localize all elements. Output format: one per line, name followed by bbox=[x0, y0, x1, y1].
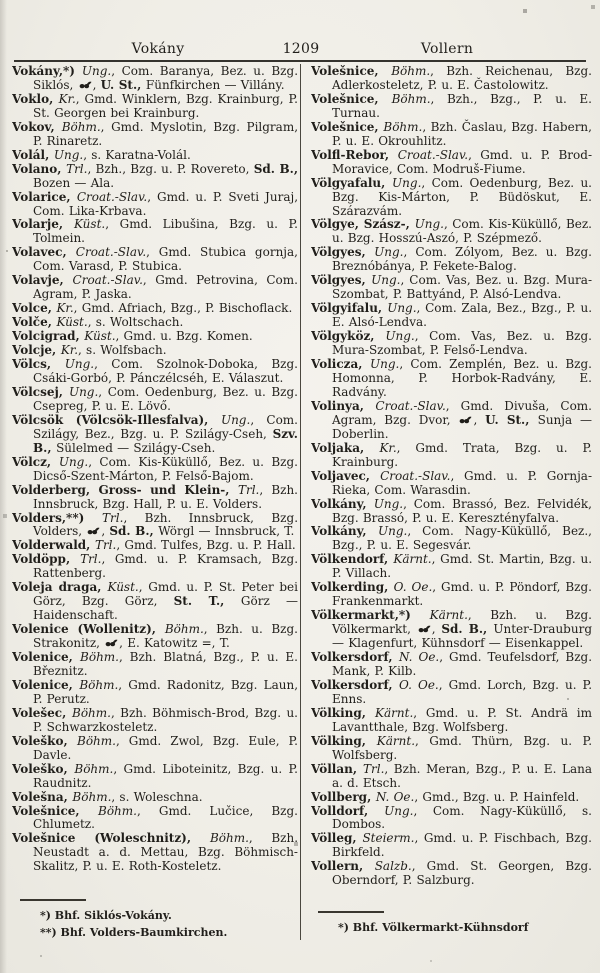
entry-text: Sunja — Doberlin. bbox=[332, 412, 592, 441]
entry bbox=[12, 581, 298, 623]
place-name: Vollern, bbox=[311, 859, 375, 874]
place-name: Volenice, bbox=[12, 677, 80, 692]
entry bbox=[12, 121, 298, 149]
entry bbox=[311, 400, 592, 442]
entry bbox=[311, 470, 592, 498]
region-abbr: Küst. bbox=[84, 329, 116, 344]
region-abbr: Ung. bbox=[392, 175, 422, 190]
entry-text: , Gmd. u. P. St. Peter bei Görz, Bzg. Görz, bbox=[33, 580, 298, 609]
railway-abbr: Sd. B., bbox=[109, 524, 159, 539]
entry-text: , Bzh. Reichenau, Bzg. Adlerkosteletz, P. u. E. Častolowitz. bbox=[332, 65, 592, 92]
entry-text: , Bzh. u. Bzg. Strakonitz, bbox=[33, 622, 298, 651]
place-name: Volldorf, bbox=[311, 803, 385, 818]
place-name: Volkány, bbox=[311, 524, 378, 539]
region-abbr: Ung. bbox=[220, 412, 251, 427]
entry bbox=[12, 163, 298, 191]
entry-text: Wörgl — Innsbruck, T. bbox=[158, 524, 295, 539]
entry bbox=[311, 330, 592, 358]
region-abbr: Kr. bbox=[379, 440, 397, 455]
entry-text: , Gmd. u. P. Brod-Moravice, Com. Modruš-Fiume. bbox=[332, 147, 592, 176]
region-abbr: Croat.-Slav. bbox=[75, 245, 147, 260]
telegraph-icon bbox=[418, 624, 431, 633]
region-abbr: Ung. bbox=[68, 384, 99, 399]
entry bbox=[12, 414, 298, 456]
left-column bbox=[12, 65, 298, 901]
place-name: Vokov, bbox=[12, 119, 62, 134]
place-name: Volcigrad, bbox=[12, 329, 85, 344]
entry-text: , E. Katowitz =, T. bbox=[119, 636, 230, 651]
right-column bbox=[311, 65, 592, 901]
entry-text: , Bzh. Innsbruck, Bzg. Volders, bbox=[33, 510, 298, 539]
region-abbr: Ung. bbox=[58, 454, 89, 469]
entry bbox=[12, 386, 298, 414]
region-abbr: Trl. bbox=[66, 161, 88, 176]
place-name: Volešnice (Woleschnitz), bbox=[12, 831, 210, 846]
region-abbr: Böhm. bbox=[72, 789, 112, 804]
place-name: Volešnice, bbox=[311, 119, 384, 134]
place-name: Voljavec, bbox=[311, 468, 381, 483]
entry bbox=[12, 191, 298, 219]
footnote: **) Bhf. Volders-Baumkirchen. bbox=[40, 925, 228, 939]
entry bbox=[12, 651, 298, 679]
entry bbox=[311, 791, 592, 805]
entry bbox=[12, 316, 298, 330]
entry bbox=[12, 791, 298, 805]
region-abbr: Kärnt. bbox=[376, 733, 416, 748]
entry-text: , Bzh. Böhmisch-Brod, Bzg. u. P. Schwarzkosteletz. bbox=[33, 705, 298, 734]
entry-text: , Gmd. Trata, Bzg. u. P. Krainburg. bbox=[332, 440, 592, 469]
region-abbr: Trl. bbox=[237, 482, 260, 497]
region-abbr: Böhm. bbox=[79, 677, 119, 692]
telegraph-icon bbox=[105, 638, 118, 647]
entry-text: , Com. Szilágy, Bez., Bzg. u. P. Szilágy-Cseh, bbox=[33, 412, 298, 441]
entry-text: Sülelmed — Szilágy-Cseh. bbox=[56, 440, 216, 455]
region-abbr: Böhm. bbox=[77, 733, 116, 748]
place-name: Volešec, bbox=[12, 705, 72, 720]
railway-abbr: Sd. B., bbox=[253, 161, 298, 176]
entry-text: , Com. Vas, Bez. u. Bzg. Mura-Szombat, P. Felső-Lendva. bbox=[332, 329, 592, 358]
region-abbr: Trl. bbox=[102, 510, 124, 525]
place-name: Voleško, bbox=[12, 761, 75, 776]
region-abbr: Salzb. bbox=[374, 859, 412, 874]
region-abbr: Böhm. bbox=[209, 831, 249, 846]
entry-text: , Gmd. Myslotin, Bzg. Pilgram, P. Rinaretz. bbox=[33, 119, 298, 148]
entry bbox=[311, 121, 592, 149]
region-abbr: O. Oe. bbox=[399, 677, 439, 692]
entry bbox=[311, 246, 592, 274]
entry-text: , Gmd. u. P. St. Andrä im Lavantthale, Bzg. Wolfsberg. bbox=[332, 705, 592, 734]
place-name: Völgyes, bbox=[311, 273, 372, 288]
region-abbr: Trl. bbox=[94, 538, 117, 553]
place-name: Voleško, bbox=[12, 733, 78, 748]
entry bbox=[311, 218, 592, 246]
place-name: Völlan, bbox=[311, 761, 363, 776]
place-name: Voklo, bbox=[12, 91, 59, 106]
entry-text: , Bzh., Bzg., P. u. E. Turnau. bbox=[332, 91, 592, 120]
column-divider bbox=[300, 64, 301, 940]
entry-text: , Gmd. u. P. Kramsach, Bzg. Rattenberg. bbox=[33, 552, 298, 581]
place-name: Volešnice, bbox=[12, 803, 98, 818]
place-name: Volce, bbox=[12, 301, 57, 316]
railway-abbr: St. T., bbox=[173, 594, 241, 609]
entry-text: , Gmd. Divuša, Com. Agram, Bzg. Dvor, bbox=[332, 398, 592, 427]
entry-text: , bbox=[473, 412, 486, 427]
place-name: Völcsej, bbox=[12, 384, 69, 399]
entry bbox=[311, 65, 592, 93]
entry bbox=[12, 274, 298, 302]
region-abbr: Kr. bbox=[58, 91, 76, 106]
entry-text: , Gmd. Thürn, Bzg. u. P. Wolfsberg. bbox=[332, 733, 592, 762]
entry bbox=[12, 456, 298, 484]
region-abbr: Croat.-Slav. bbox=[72, 273, 143, 288]
entry-text: , Gmd. Tulfes, Bzg. u. P. Hall. bbox=[116, 538, 296, 553]
entry-text: , Com. Nagy-Küküllő, s. Dombos. bbox=[332, 803, 592, 832]
entry-text: , Bzh. Časlau, Bzg. Habern, P. u. E. Okrouhlitz. bbox=[332, 119, 592, 148]
entry-text: , Bzh. Meran, Bzg., P. u. E. Lana a. d. Etsch. bbox=[332, 761, 592, 790]
region-abbr: Küst. bbox=[107, 580, 139, 595]
entry bbox=[12, 484, 298, 512]
telegraph-icon bbox=[459, 415, 472, 424]
entry bbox=[311, 442, 592, 470]
entry bbox=[311, 93, 592, 121]
entry-text: , Gmd. Stubica gornja, Com. Varasd, P. Stubica. bbox=[33, 245, 298, 274]
region-abbr: Kärnt. bbox=[429, 608, 468, 623]
railway-abbr: U. St., bbox=[100, 77, 146, 92]
place-name: Völgye, Szász-, bbox=[311, 217, 415, 232]
region-abbr: Böhm. bbox=[72, 705, 111, 720]
place-name: Voleja draga, bbox=[12, 580, 108, 595]
railway-abbr: Szv. B., bbox=[33, 426, 298, 455]
entry-text: , Bzh. Blatná, Bzg., P. u. E. Březnitz. bbox=[33, 650, 298, 678]
entry-text: , Gmd. u. P. Sveti Juraj, Com. Lika-Krbava. bbox=[33, 189, 298, 218]
entry bbox=[311, 177, 592, 219]
region-abbr: N. Oe. bbox=[375, 789, 415, 804]
entry bbox=[311, 525, 592, 553]
entry bbox=[311, 358, 592, 400]
region-abbr: Böhm. bbox=[98, 803, 137, 818]
entry-text: , Com. Zólyom, Bez. u. Bzg. Breznóbánya, P. Fekete-Balog. bbox=[332, 245, 592, 274]
entry bbox=[12, 832, 298, 874]
entry bbox=[12, 358, 298, 386]
entry-text: , Gmd. u. P. Pöndorf, Bzg. Frankenmarkt. bbox=[332, 580, 592, 609]
place-name: Voldöpp, bbox=[12, 552, 81, 567]
telegraph-icon bbox=[87, 526, 100, 535]
place-name: Volavec, bbox=[12, 245, 76, 260]
entry-text: , bbox=[431, 622, 442, 637]
entry-text: , Com. Zemplén, Bez. u. Bzg. Homonna, P. Horbok-Radvány, E. Radvány. bbox=[332, 357, 592, 399]
entry-text: , Com. Nagy-Küküllő, Bez., Bzg., P. u. E. Segesvár. bbox=[332, 524, 592, 553]
place-name: Volkersdorf, bbox=[311, 650, 399, 665]
entry bbox=[12, 149, 298, 163]
place-name: Völkendorf, bbox=[311, 552, 394, 567]
header-right-keyword: Vollern bbox=[420, 41, 474, 57]
region-abbr: Böhm. bbox=[391, 65, 431, 78]
place-name: Völleg, bbox=[311, 831, 363, 846]
place-name: Völgyifalu, bbox=[311, 301, 388, 316]
region-abbr: Ung. bbox=[387, 301, 417, 316]
railway-abbr: Sd. B., bbox=[441, 622, 494, 637]
entry bbox=[12, 553, 298, 581]
entry-text: , Gmd. Libušina, Bzg. u. P. Tolmein. bbox=[33, 217, 298, 246]
entry bbox=[12, 735, 298, 763]
place-name: Volavje, bbox=[12, 273, 73, 288]
place-name: Volicza, bbox=[311, 357, 370, 372]
entry-text: , Com. Oedenburg, Bez. u. Bzg. Kis-Márton, P. Büdöskut, E. Szárazvám. bbox=[332, 175, 592, 218]
entry-text: , s. Woleschna. bbox=[111, 789, 203, 804]
entry-text: , Com. Kis-Küküllő, Bez. u. Bzg. Dicső-Szent-Márton, P. Felső-Bajom. bbox=[33, 454, 298, 483]
entry bbox=[12, 763, 298, 791]
region-abbr: Ung. bbox=[81, 65, 112, 78]
entry-text: , Gmd. St. Georgen, Bzg. Oberndorf, P. Salzburg. bbox=[332, 859, 592, 888]
region-abbr: Kr. bbox=[56, 301, 74, 316]
entry-text: Unter-Drauburg — Klagenfurt, Kühnsdorf — Eisenkappel. bbox=[332, 622, 592, 651]
entry-text: , bbox=[92, 77, 101, 92]
entry bbox=[12, 623, 298, 651]
region-abbr: Croat.-Slav. bbox=[380, 468, 451, 483]
region-abbr: O. Oe. bbox=[393, 580, 433, 595]
entry-text: , Com. Kis-Küküllő, Bez. u. Bzg. Hosszú-Aszó, P. Szépmező. bbox=[332, 217, 592, 246]
region-abbr: Böhm. bbox=[391, 91, 431, 106]
entry bbox=[311, 609, 592, 651]
place-name: Völgyköz, bbox=[311, 329, 386, 344]
entry bbox=[12, 679, 298, 707]
region-abbr: Ung. bbox=[377, 524, 408, 539]
entry-text: , Bzh. Innsbruck, Bzg. Hall, P. u. E. Volders. bbox=[33, 482, 298, 511]
entry-text: , Gmd. u. P. Gornja-Rieka, Com. Warasdin. bbox=[332, 468, 592, 497]
place-name: Völking, bbox=[311, 733, 377, 748]
entry-text: , s. Karatna-Volál. bbox=[83, 147, 191, 162]
entry bbox=[12, 93, 298, 121]
entry-text: , Gmd. Radonitz, Bzg. Laun, P. Perutz. bbox=[33, 677, 298, 706]
entry bbox=[311, 735, 592, 763]
region-abbr: Steierm. bbox=[362, 831, 415, 846]
place-name: Volarice, bbox=[12, 189, 77, 204]
entry-text: , s. Wolfsbach. bbox=[78, 343, 167, 358]
place-name: Volano, bbox=[12, 161, 67, 176]
entry-text: , Bzh. Neustadt a. d. Mettau, Bzg. Böhmisch-Skalitz, P. u. E. Roth-Kosteletz. bbox=[33, 831, 298, 874]
entry bbox=[311, 832, 592, 860]
entry-text: , Gmd. Teufelsdorf, Bzg. Mank, P. Kilb. bbox=[332, 650, 592, 678]
entry bbox=[311, 149, 592, 177]
page-number: 1209 bbox=[282, 41, 320, 57]
entry-text: , Bzh., Bzg. u. P. Rovereto, bbox=[87, 161, 254, 176]
entry bbox=[12, 246, 298, 274]
entry bbox=[12, 805, 298, 833]
place-name: Völcs, bbox=[12, 357, 65, 372]
place-name: Volders,**) bbox=[12, 510, 103, 525]
region-abbr: Küst. bbox=[56, 315, 88, 330]
place-name: Vokány,*) bbox=[12, 65, 82, 78]
footnote: *) Bhf. Siklós-Vokány. bbox=[40, 909, 172, 922]
entry bbox=[311, 581, 592, 609]
place-name: Volkány, bbox=[311, 496, 374, 511]
entry-text: , Gmd., Bzg. u. P. Hainfeld. bbox=[414, 789, 580, 804]
region-abbr: N. Oe. bbox=[398, 650, 440, 665]
region-abbr: Böhm. bbox=[80, 650, 119, 665]
entry bbox=[12, 512, 298, 540]
entry-text: , Com. Zala, Bez., Bzg., P. u. E. Alsó-Lendva. bbox=[332, 301, 592, 330]
entry-text: , Bzh. u. Bzg. Völkermarkt, bbox=[332, 608, 592, 637]
region-abbr: Ung. bbox=[53, 147, 84, 162]
entry bbox=[311, 651, 592, 679]
region-abbr: Ung. bbox=[414, 217, 444, 232]
region-abbr: Kr. bbox=[60, 343, 79, 358]
region-abbr: Böhm. bbox=[74, 761, 114, 776]
region-abbr: Ung. bbox=[384, 803, 414, 818]
entry bbox=[12, 302, 298, 316]
footnote-divider bbox=[318, 911, 384, 913]
region-abbr: Ung. bbox=[371, 273, 401, 288]
place-name: Volkerding, bbox=[311, 580, 394, 595]
entry-text: Bozen — Ala. bbox=[33, 175, 115, 190]
region-abbr: Küst. bbox=[73, 217, 106, 232]
railway-abbr: U. St., bbox=[485, 412, 538, 427]
entry bbox=[311, 805, 592, 833]
entry bbox=[12, 707, 298, 735]
place-name: Völcsök (Völcsök-Illesfalva), bbox=[12, 412, 221, 427]
entry bbox=[12, 539, 298, 553]
entry bbox=[311, 763, 592, 791]
place-name: Volešnice, bbox=[311, 91, 392, 106]
region-abbr: Böhm. bbox=[61, 119, 101, 134]
entry bbox=[311, 498, 592, 526]
place-name: Volkersdorf, bbox=[311, 677, 399, 692]
entry-text: , Com. Vas, Bez. u. Bzg. Mura-Szombat, P. Battyánd, P. Alsó-Lendva. bbox=[332, 273, 592, 302]
telegraph-icon bbox=[79, 80, 92, 89]
entry-text: , Gmd. Lorch, Bzg. u. P. Enns. bbox=[332, 677, 592, 706]
footnote: *) Bhf. Völkermarkt-Kühnsdorf bbox=[338, 921, 529, 934]
entry-text: , Com. Baranya, Bez. u. Bzg. Siklós, bbox=[33, 65, 298, 92]
region-abbr: Ung. bbox=[369, 357, 400, 372]
region-abbr: Croat.-Slav. bbox=[397, 147, 469, 162]
header-left-keyword: Vokány bbox=[131, 41, 185, 57]
entry-text: , Com. Brassó, Bez. Felvidék, Bzg. Brassó, P. u. E. Keresztényfalva. bbox=[332, 496, 592, 525]
place-name: Volcje, bbox=[12, 343, 61, 358]
place-name: Volarje, bbox=[12, 217, 74, 232]
place-name: Volinya, bbox=[311, 398, 376, 413]
entry-text: , Gmd. Lučice, Bzg. Chlumetz. bbox=[33, 803, 298, 832]
place-name: Völcz, bbox=[12, 454, 59, 469]
entry bbox=[12, 218, 298, 246]
region-abbr: Ung. bbox=[373, 496, 404, 511]
place-name: Völkermarkt,*) bbox=[311, 608, 430, 623]
entry-text: , Gmd. Liboteinitz, Bzg. u. P. Raudnitz. bbox=[33, 761, 298, 790]
place-name: Voljaka, bbox=[311, 440, 380, 455]
entry-text: , Gmd. St. Martin, Bzg. u. P. Villach. bbox=[332, 552, 592, 581]
entry-text: Görz — Haidenschaft. bbox=[33, 594, 298, 623]
entry-text: , Gmd. Winklern, Bzg. Krainburg, P. St. Georgen bei Krainburg. bbox=[33, 91, 298, 120]
place-name: Volče, bbox=[12, 315, 57, 330]
footnote-divider bbox=[20, 899, 86, 901]
region-abbr: Trl. bbox=[362, 761, 385, 776]
place-name: Völgyes, bbox=[311, 245, 375, 260]
place-name: Volderberg, Gross- und Klein-, bbox=[12, 482, 238, 497]
place-name: Volešna, bbox=[12, 789, 73, 804]
header-rule bbox=[14, 60, 586, 62]
region-abbr: Böhm. bbox=[164, 622, 204, 637]
place-name: Völking, bbox=[311, 705, 376, 720]
entry bbox=[311, 679, 592, 707]
footnotes-right bbox=[316, 911, 586, 937]
entry-text: , Com. Szolnok-Doboka, Bzg. Csáki-Gorbó, P. Pánczélcséh, E. Válaszut. bbox=[33, 357, 298, 385]
entry-text: , bbox=[101, 524, 110, 539]
entry-text: , Com. Oedenburg, Bez. u. Bzg. Csepreg, P. u. E. Lövő. bbox=[33, 384, 298, 413]
entry bbox=[12, 65, 298, 93]
page-header bbox=[0, 41, 600, 59]
entry-text: , Gmd. Zwol, Bzg. Eule, P. Davle. bbox=[33, 733, 298, 762]
entry bbox=[311, 553, 592, 581]
place-name: Volderwald, bbox=[12, 538, 95, 553]
place-name: Volešnice, bbox=[311, 65, 392, 78]
entry-text: Fünfkirchen — Villány. bbox=[145, 77, 285, 92]
footnotes-left bbox=[18, 899, 288, 941]
region-abbr: Kärnt. bbox=[375, 705, 414, 720]
entry-text: , Gmd. u. P. Fischbach, Bzg. Birkfeld. bbox=[332, 831, 592, 860]
region-abbr: Ung. bbox=[64, 357, 95, 372]
region-abbr: Trl. bbox=[80, 552, 102, 567]
region-abbr: Croat.-Slav. bbox=[76, 189, 148, 204]
entry-text: , Gmd. Petrovina, Com. Agram, P. Jaska. bbox=[33, 273, 298, 302]
entry bbox=[311, 707, 592, 735]
entry-text: , Gmd. Afriach, Bzg., P. Bischoflack. bbox=[73, 301, 293, 316]
place-name: Vollberg, bbox=[311, 789, 376, 804]
entry-text: , Gmd. u. Bzg. Komen. bbox=[115, 329, 253, 344]
entry bbox=[311, 274, 592, 302]
entry bbox=[12, 344, 298, 358]
region-abbr: Ung. bbox=[374, 245, 404, 260]
place-name: Volfl-Rebor, bbox=[311, 147, 398, 162]
region-abbr: Croat.-Slav. bbox=[375, 398, 446, 413]
place-name: Volenice (Wollenitz), bbox=[12, 622, 165, 637]
scan-edge-shadow bbox=[0, 0, 7, 973]
region-abbr: Böhm. bbox=[383, 119, 423, 134]
region-abbr: Kärnt. bbox=[393, 552, 432, 567]
entry bbox=[12, 330, 298, 344]
place-name: Volenice, bbox=[12, 650, 81, 665]
place-name: Volál, bbox=[12, 147, 54, 162]
entry bbox=[311, 302, 592, 330]
place-name: Völgyafalu, bbox=[311, 175, 393, 190]
entry-text: , s. Woltschach. bbox=[87, 315, 184, 330]
entry bbox=[311, 860, 592, 888]
region-abbr: Ung. bbox=[385, 329, 415, 344]
